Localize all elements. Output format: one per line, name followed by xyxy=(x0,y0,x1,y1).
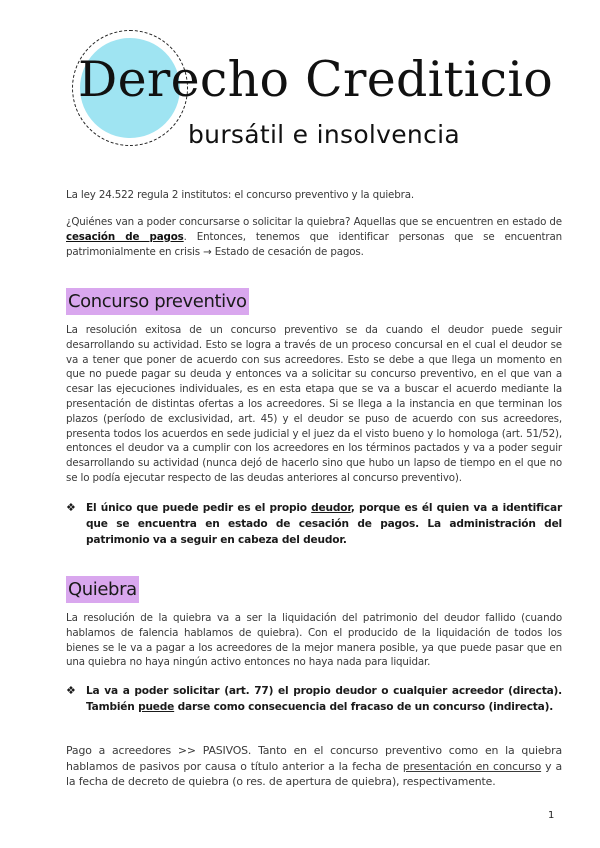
quiebra-paragraph: La resolución de la quiebra va a ser la liquidación del patrimonio del deudor fallido (cuando hablamos de falencia hablamos de quiebra). Con el producido de la liquidación de todos los bienes se le va a pagar a los acreedores de la mejor manera posible, ya que puede pasar que en una quiebra no haya ningún activo entonces no haya nada para liquidar. xyxy=(66,612,562,669)
intro-term-cesacion-de-pagos: cesación de pagos xyxy=(66,230,184,243)
intro-paragraph-2 xyxy=(66,215,562,259)
closing-text-before: Pago a acreedores >> PASIVOS. Tanto en el concurso preventivo como en la quiebra hablamos de pasivos por causa o título anterior a la fecha de xyxy=(66,744,562,773)
closing-term-presentacion: presentación en concurso xyxy=(402,759,542,773)
quiebra-bullet-line1: La va a poder solicitar (art. 77) el propio deudor o cualquier acreedor (directa). xyxy=(86,685,562,697)
concurso-bullet-text xyxy=(86,500,562,548)
document-subtitle: bursátil e insolvencia xyxy=(188,120,460,149)
closing-paragraph xyxy=(66,743,562,790)
concurso-bullet-before: El único que puede pedir es el propio xyxy=(86,502,312,514)
section-heading-quiebra: Quiebra xyxy=(66,576,139,603)
concurso-paragraph: La resolución exitosa de un concurso preventivo se da cuando el deudor puede seguir desarrollando su actividad. Esto se logra a través de un proceso concursal en el cual el deudor se va a tener que poner de acuerdo con sus acreedores. Esto se debe a que llega un momento en que no puede pagar su deuda y entonces va a solicitar su concurso preventivo, en el que van a cesar las ejecuciones individuales, es en esta etapa que se va a buscar el acuerdo mediante la presentación de distintas ofertas a los acreedores. Si se llega a la instancia en que terminan los plazos (período de exclusividad, art. 45) y el deudor se puso de acuerdo con sus acreedores, presenta todos los acuerdos en sede judicial y el juez da el visto bueno y lo homologa (art. 51/52), entonces el deudor va a cumplir con los acreedores en los términos pactados y va a poder seguir desarrollando su actividad (nunca dejó de hacerlo sino que hubo un lapso de tiempo en el que no se lo podía ejecutar respecto de las deudas anteriores al concurso preventivo). xyxy=(66,324,562,484)
diamond-bullet-icon: ❖ xyxy=(66,501,76,514)
intro-paragraph-1: La ley 24.522 regula 2 institutos: el concurso preventivo y la quiebra. xyxy=(66,189,414,201)
quiebra-bullet xyxy=(66,683,562,715)
document-title: Derecho Crediticio xyxy=(78,51,554,108)
section-heading-concurso-preventivo: Concurso preventivo xyxy=(66,288,249,315)
closing-text-after: y a la fecha de decreto de quiebra (o res. de apertura de quiebra), respectivamente. xyxy=(66,759,562,788)
concurso-bullet-term-deudor: deudor xyxy=(311,502,351,514)
diamond-bullet-icon: ❖ xyxy=(66,684,76,697)
intro-p2-text-after: . Entonces, tenemos que identificar personas que se encuentran patrimonialmente en crisis → Estado de cesación de pagos. xyxy=(66,230,562,258)
intro-p2-text-before: ¿Quiénes van a poder concursarse o solicitar la quiebra? Aquellas que se encuentren en estado de xyxy=(66,216,562,228)
quiebra-bullet-text xyxy=(86,683,562,715)
concurso-bullet xyxy=(66,500,562,548)
quiebra-bullet-after: darse como consecuencia del fracaso de un concurso (indirecta). xyxy=(174,701,554,713)
page-number: 1 xyxy=(548,810,555,821)
quiebra-bullet-term-puede: puede xyxy=(138,701,175,713)
concurso-bullet-after: , porque es él quien va a identificar que se encuentra en estado de cesación de pagos. La administración del patrimonio va a seguir en cabeza del deudor. xyxy=(86,502,562,546)
quiebra-bullet-before: También xyxy=(86,701,139,713)
